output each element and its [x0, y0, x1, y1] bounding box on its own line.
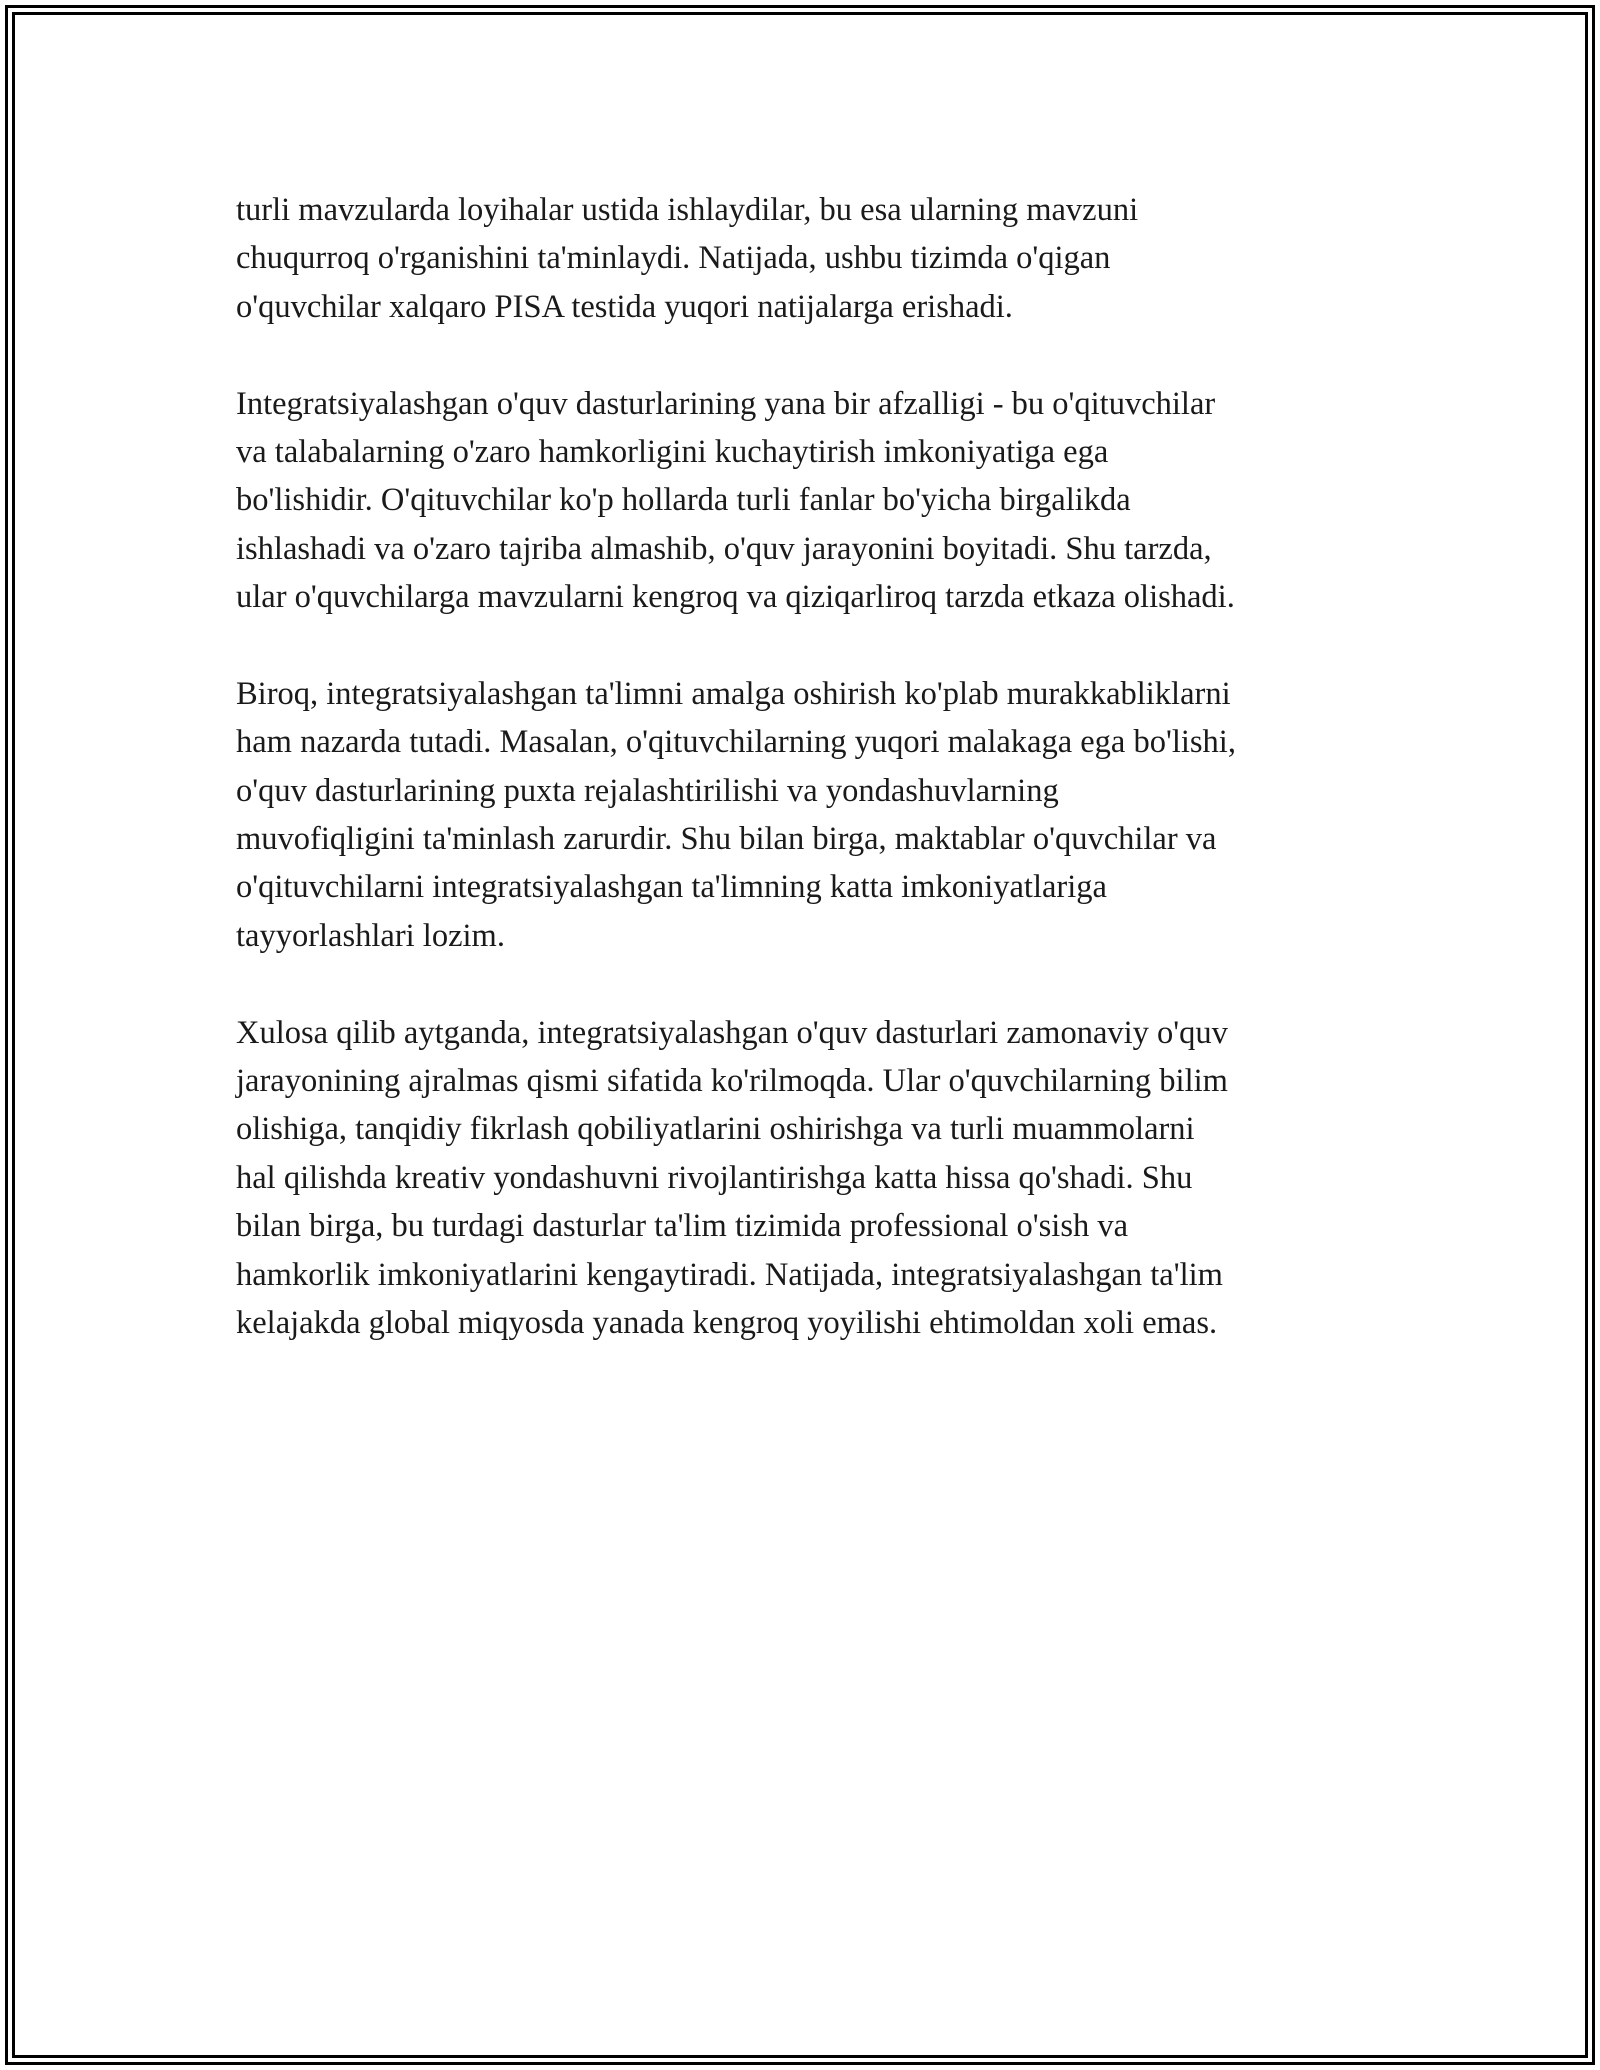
paragraph-4 — [236, 1009, 1376, 1348]
text-line: tayyorlashlari lozim. — [236, 917, 505, 954]
text-line: turli mavzularda loyihalar ustida ishlaydilar, bu esa ularning mavzuni — [236, 192, 1139, 228]
text-line: olishiga, tanqidiy fikrlash qobiliyatlarini oshirishga va turli muammolarni — [236, 1111, 1195, 1148]
text-line: ham nazarda tutadi. Masalan, o'qituvchilarning yuqori malakaga ega bo'lishi, — [236, 724, 1236, 761]
paragraph-2 — [236, 380, 1376, 622]
document-body — [236, 186, 1376, 1396]
text-line: o'quv dasturlarining puxta rejalashtirilishi va yondashuvlarning — [236, 772, 1059, 809]
paragraph-3 — [236, 670, 1376, 960]
text-line: ular o'quvchilarga mavzularni kengroq va qiziqarliroq tarzda etkaza olishadi. — [236, 579, 1235, 616]
text-line: o'qituvchilarni integratsiyalashgan ta'limning katta imkoniyatlariga — [236, 869, 1107, 906]
text-line: va talabalarning o'zaro hamkorligini kuchaytirish imkoniyatiga ega — [236, 433, 1109, 470]
text-line: hamkorlik imkoniyatlarini kengaytiradi. Natijada, integratsiyalashgan ta'lim — [236, 1256, 1223, 1293]
text-line: bilan birga, bu turdagi dasturlar ta'lim tizimida professional o'sish va — [236, 1208, 1129, 1245]
text-line: kelajakda global miqyosda yanada kengroq yoyilishi ehtimoldan xoli emas. — [236, 1304, 1218, 1341]
text-line: hal qilishda kreativ yondashuvni rivojlantirishga katta hissa qo'shadi. Shu — [236, 1159, 1193, 1196]
text-line: chuqurroq o'rganishini ta'minlaydi. Natijada, ushbu tizimda o'qigan — [236, 240, 1111, 277]
text-line: o'quvchilar xalqaro PISA testida yuqori natijalarga erishadi. — [236, 288, 1013, 325]
text-line: Biroq, integratsiyalashgan ta'limni amalga oshirish ko'plab murakkabliklarni — [236, 675, 1231, 712]
text-line: Xulosa qilib aytganda, integratsiyalashgan o'quv dasturlari zamonaviy o'quv — [236, 1014, 1228, 1051]
text-line: Integratsiyalashgan o'quv dasturlarining yana bir afzalligi - bu o'qituvchilar — [236, 385, 1216, 422]
text-line: jarayonining ajralmas qismi sifatida ko'rilmoqda. Ular o'quvchilarning bilim — [236, 1063, 1228, 1100]
paragraph-1 — [236, 186, 1376, 331]
text-line: bo'lishidir. O'qituvchilar ko'p hollarda turli fanlar bo'yicha birgalikda — [236, 482, 1131, 519]
text-line: muvofiqligini ta'minlash zarurdir. Shu bilan birga, maktablar o'quvchilar va — [236, 821, 1217, 858]
text-line: ishlashadi va o'zaro tajriba almashib, o'quv jarayonini boyitadi. Shu tarzda, — [236, 530, 1212, 567]
